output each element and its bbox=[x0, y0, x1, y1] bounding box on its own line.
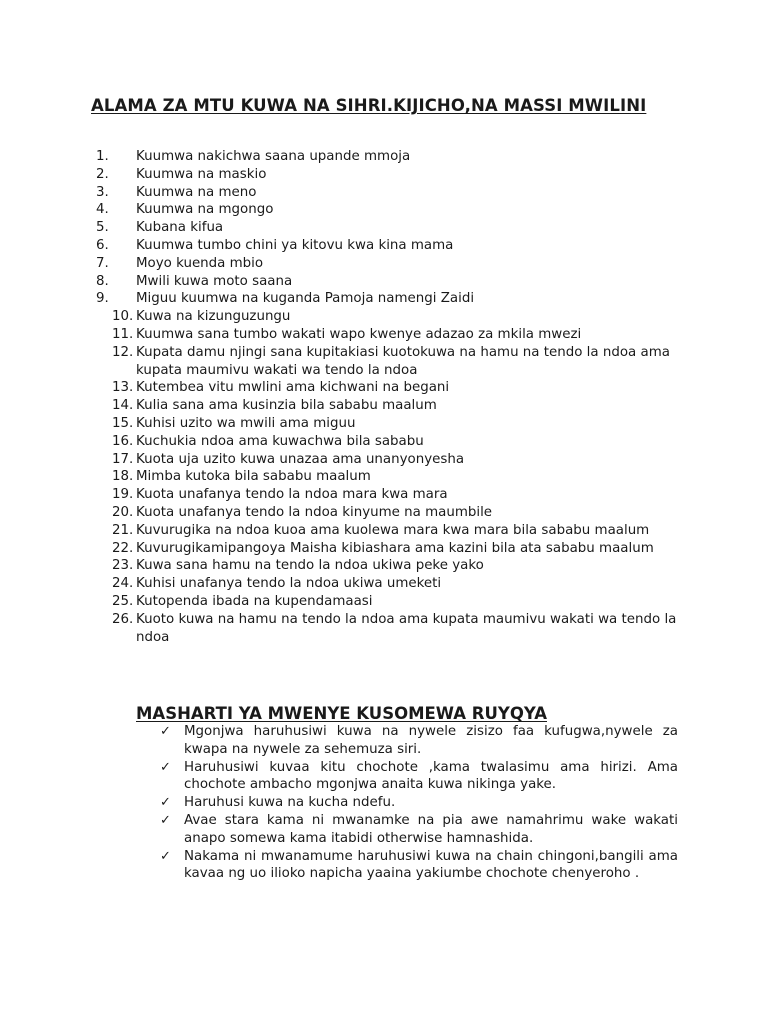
list-item bbox=[0, 290, 768, 308]
list-item-number: 10. bbox=[112, 309, 134, 325]
list-item-number: 18. bbox=[112, 469, 134, 485]
list-item-text: Kuwa sana hamu na tendo la ndoa ukiwa peke yako bbox=[136, 558, 484, 574]
list-item bbox=[0, 255, 768, 273]
list-item-number: 5. bbox=[96, 220, 109, 236]
checklist-item bbox=[0, 759, 768, 795]
checkmark-icon: ✓ bbox=[160, 812, 171, 828]
list-item-number: 23. bbox=[112, 558, 134, 574]
checklist-item-text: Nakama ni mwanamume haruhusiwi kuwa na chain chingoni,bangili ama kavaa ng uo ilioko napicha yaaina yakiumbe chochote chenyeroho . bbox=[184, 848, 678, 882]
list-item-number: 16. bbox=[112, 433, 134, 449]
list-item bbox=[0, 468, 768, 486]
list-item bbox=[0, 326, 768, 344]
checklist-item-text: Haruhusiwi kuvaa kitu chochote ,kama twalasimu ama hirizi. Ama chochote ambacho mgonjwa anaita kuwa nikinga yake. bbox=[184, 759, 678, 793]
list-item-text: Kupata damu njingi sana kupitakiasi kuotokuwa na hamu na tendo la ndoa ama kupata maumivu wakati wa tendo la ndoa bbox=[136, 344, 670, 378]
list-item-text: Kuota unafanya tendo la ndoa kinyume na maumbile bbox=[136, 504, 493, 520]
list-item bbox=[0, 575, 768, 593]
list-item bbox=[0, 504, 768, 522]
document-title: ALAMA ZA MTU KUWA NA SIHRI.KIJICHO,NA MASSI MWILINI bbox=[91, 96, 647, 115]
list-item bbox=[0, 557, 768, 575]
section-heading: MASHARTI YA MWENYE KUSOMEWA RUYQYA bbox=[136, 704, 547, 723]
list-item-text: Kuumwa na mgongo bbox=[136, 202, 274, 218]
list-item-text: Kuwa na kizunguzungu bbox=[136, 309, 291, 325]
list-item-number: 1. bbox=[96, 149, 109, 164]
checklist-item bbox=[0, 812, 768, 848]
list-item bbox=[0, 201, 768, 219]
list-item bbox=[0, 184, 768, 202]
symptoms-list bbox=[0, 148, 768, 646]
checkmark-icon: ✓ bbox=[160, 759, 171, 775]
list-item bbox=[0, 522, 768, 540]
list-item-text: Mwili kuwa moto saana bbox=[136, 273, 293, 289]
list-item bbox=[0, 397, 768, 415]
list-item-number: 17. bbox=[112, 451, 134, 467]
list-item-number: 4. bbox=[96, 202, 109, 218]
list-item-text: Moyo kuenda mbio bbox=[136, 255, 264, 271]
list-item bbox=[0, 540, 768, 558]
list-item-number: 22. bbox=[112, 540, 134, 556]
list-item-number: 19. bbox=[112, 487, 134, 503]
list-item bbox=[0, 486, 768, 504]
list-item-text: Kutembea vitu mwlini ama kichwani na begani bbox=[136, 380, 450, 396]
list-item-number: 15. bbox=[112, 415, 134, 431]
list-item-text: Miguu kuumwa na kuganda Pamoja namengi Zaidi bbox=[136, 291, 475, 307]
list-item-number: 6. bbox=[96, 237, 109, 253]
list-item-number: 26. bbox=[112, 611, 134, 627]
list-item-number: 14. bbox=[112, 398, 134, 414]
list-item bbox=[0, 451, 768, 469]
list-item-number: 3. bbox=[96, 184, 109, 200]
list-item-text: Kutopenda ibada na kupendamaasi bbox=[136, 593, 373, 609]
list-item-number: 2. bbox=[96, 166, 109, 182]
list-item-text: Kuchukia ndoa ama kuwachwa bila sababu bbox=[136, 433, 424, 449]
list-item-text: Kuota unafanya tendo la ndoa mara kwa mara bbox=[136, 487, 448, 503]
list-item-text: Kuhisi unafanya tendo la ndoa ukiwa umeketi bbox=[136, 576, 442, 592]
conditions-list bbox=[0, 723, 768, 883]
list-item-number: 21. bbox=[112, 522, 134, 538]
list-item-number: 8. bbox=[96, 273, 109, 289]
list-item-text: Kulia sana ama kusinzia bila sababu maalum bbox=[136, 398, 437, 414]
list-item-text: Kuumwa tumbo chini ya kitovu kwa kina mama bbox=[136, 237, 454, 253]
list-item bbox=[0, 344, 768, 380]
list-item-text: Kuvurugikamipangoya Maisha kibiashara ama kazini bila ata sababu maalum bbox=[136, 540, 654, 556]
checklist-item bbox=[0, 848, 768, 884]
list-item-text: Kubana kifua bbox=[136, 220, 224, 236]
list-item-text: Kuota uja uzito kuwa unazaa ama unanyonyesha bbox=[136, 451, 465, 467]
checklist-item bbox=[0, 723, 768, 759]
list-item bbox=[0, 611, 768, 647]
checkmark-icon: ✓ bbox=[160, 848, 171, 864]
checklist-item-text: Avae stara kama ni mwanamke na pia awe namahrimu wake wakati anapo somewa kama itabidi otherwise hamnashida. bbox=[184, 812, 678, 846]
list-item-number: 13. bbox=[112, 380, 134, 396]
list-item-text: Mimba kutoka bila sababu maalum bbox=[136, 469, 371, 485]
list-item-text: Kuvurugika na ndoa kuoa ama kuolewa mara kwa mara bila sababu maalum bbox=[136, 522, 650, 538]
list-item bbox=[0, 433, 768, 451]
checklist-item bbox=[0, 794, 768, 812]
list-item bbox=[0, 415, 768, 433]
list-item bbox=[0, 593, 768, 611]
checkmark-icon: ✓ bbox=[160, 724, 171, 739]
checkmark-icon: ✓ bbox=[160, 795, 171, 811]
list-item bbox=[0, 148, 768, 166]
list-item-text: Kuumwa na maskio bbox=[136, 166, 267, 182]
list-item bbox=[0, 237, 768, 255]
list-item-number: 25. bbox=[112, 593, 134, 609]
checklist-item-text: Haruhusi kuwa na kucha ndefu. bbox=[184, 795, 396, 811]
checklist-item-text: Mgonjwa haruhusiwi kuwa na nywele zisizo faa kufugwa,nywele za kwapa na nywele za sehemuza siri. bbox=[184, 724, 678, 757]
list-item bbox=[0, 273, 768, 291]
list-item-number: 24. bbox=[112, 576, 134, 592]
list-item-text: Kuumwa sana tumbo wakati wapo kwenye adazao za mkila mwezi bbox=[136, 326, 582, 342]
list-item bbox=[0, 166, 768, 184]
list-item-number: 12. bbox=[112, 344, 134, 360]
list-item bbox=[0, 379, 768, 397]
list-item-number: 7. bbox=[96, 255, 109, 271]
list-item-text: Kuumwa nakichwa saana upande mmoja bbox=[136, 149, 411, 164]
list-item-number: 9. bbox=[96, 291, 109, 307]
list-item-number: 20. bbox=[112, 504, 134, 520]
list-item bbox=[0, 219, 768, 237]
list-item bbox=[0, 308, 768, 326]
list-item-text: Kuoto kuwa na hamu na tendo la ndoa ama kupata maumivu wakati wa tendo la ndoa bbox=[136, 611, 677, 645]
list-item-number: 11. bbox=[112, 326, 134, 342]
list-item-text: Kuumwa na meno bbox=[136, 184, 257, 200]
list-item-text: Kuhisi uzito wa mwili ama miguu bbox=[136, 415, 356, 431]
